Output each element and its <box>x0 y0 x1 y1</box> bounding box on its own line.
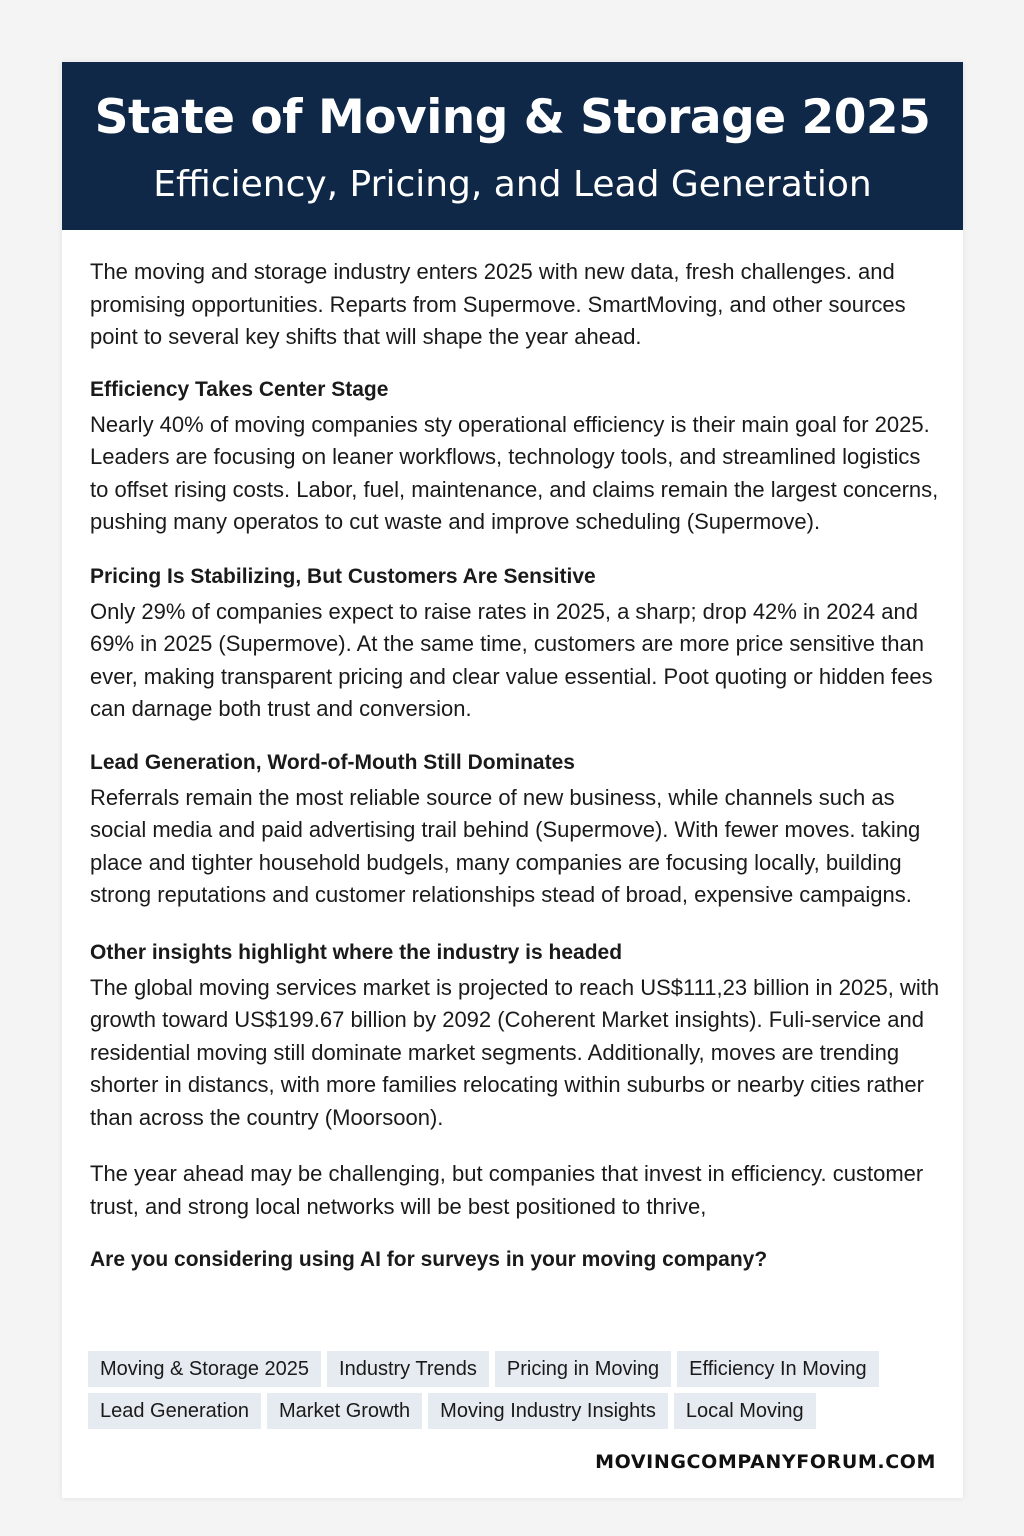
tag-efficiency-in-moving[interactable]: Efficiency In Moving <box>677 1351 879 1387</box>
tag-row <box>88 1351 938 1387</box>
tag-market-growth[interactable]: Market Growth <box>267 1393 422 1429</box>
section-body-efficiency: Nearly 40% of moving companies sty operational efficiency is their main goal for 2025. Leaders are focusing on leaner workflows, technology tools, and streamlined logistics to offset rising costs. Labor, fuel, maintenance, and claims remain the largest concerns, pushing many operatos to cut waste and improve scheduling (Supermove). <box>90 411 939 534</box>
section-body-other-insights: The global moving services market is projected to reach US$111,23 billion in 2025, with growth toward US$199.67 billion by 2092 (Coherent Market insights). Fuli-service and residential moving still dominate market segments. Additionally, moves are trending shorter in distancs, with more families relocating within suburbs or nearby cities rather than across the country (Moorsoon). <box>90 974 940 1130</box>
tag-industry-trends[interactable]: Industry Trends <box>327 1351 489 1387</box>
section-heading-pricing: Pricing Is Stabilizing, But Customers Are Sensitive <box>90 564 596 588</box>
page-subtitle: Efficiency, Pricing, and Lead Generation <box>153 164 872 205</box>
question-heading: Are you considering using AI for surveys in your moving company? <box>90 1248 768 1271</box>
section-heading-efficiency: Efficiency Takes Center Stage <box>90 377 389 401</box>
site-name: MOVINGCOMPANYFORUM.COM <box>595 1451 936 1473</box>
tag-list <box>88 1351 938 1435</box>
section-body-lead-generation: Referrals remain the most reliable source of new business, while channels such as social media and paid advertising trail behind (Supermove). With fewer moves. taking place and tighter household budgels, many companies are focusing locally, building strong reputations and customer relationships stead of broad, expensive campaigns. <box>90 784 921 907</box>
header-banner <box>62 62 963 230</box>
section-heading-other-insights: Other insights highlight where the industry is headed <box>90 940 623 964</box>
tag-pricing-in-moving[interactable]: Pricing in Moving <box>495 1351 671 1387</box>
tag-lead-generation[interactable]: Lead Generation <box>88 1393 261 1429</box>
page-title: State of Moving & Storage 2025 <box>94 90 931 145</box>
tag-row <box>88 1393 938 1429</box>
section-body-pricing: Only 29% of companies expect to raise rates in 2025, a sharp; drop 42% in 2024 and 69% in 2025 (Supermove). At the same time, customers are more price sensitive than ever, making transparent pricing and clear value essential. Poot quoting or hidden fees can darnage both trust and conversion. <box>90 598 933 721</box>
tag-local-moving[interactable]: Local Moving <box>674 1393 816 1429</box>
tag-moving-storage-2025[interactable]: Moving & Storage 2025 <box>88 1351 321 1387</box>
closing-paragraph: The year ahead may be challenging, but companies that invest in efficiency. customer trust, and strong local networks will be best positioned to thrive, <box>90 1161 924 1219</box>
tag-moving-industry-insights[interactable]: Moving Industry Insights <box>428 1393 668 1429</box>
intro-paragraph: The moving and storage industry enters 2025 with new data, fresh challenges. and promising opportunities. Reparts from Supermove. SmartMoving, and other sources point to several key shifts that will shape the year ahead. <box>90 259 906 349</box>
section-heading-lead-generation: Lead Generation, Word-of-Mouth Still Dominates <box>90 750 575 774</box>
article-card <box>62 62 963 1498</box>
article-body <box>90 256 940 1275</box>
